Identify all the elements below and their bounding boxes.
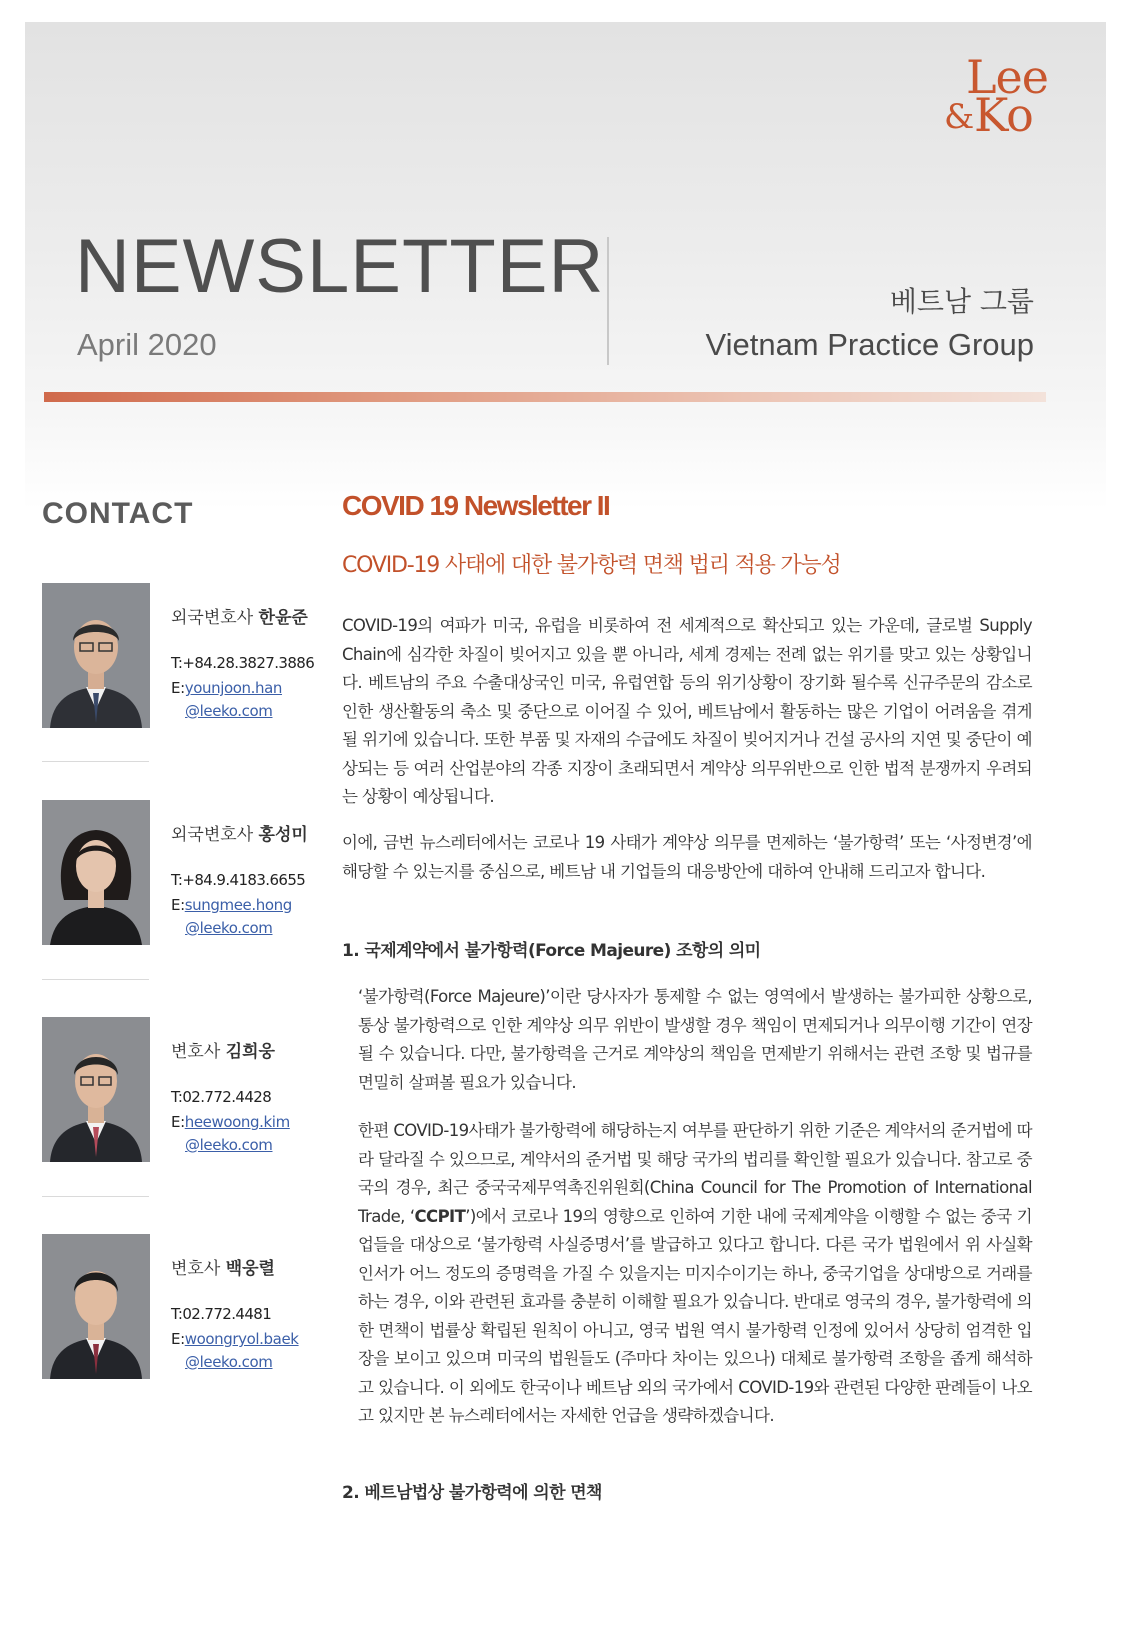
email-domain-link[interactable]: @leeko.com [185,702,273,720]
accent-gradient-bar [44,392,1046,402]
contact-card [42,583,315,728]
contact-email [171,1328,299,1374]
portrait-photo [42,800,150,945]
email-link[interactable]: woongryol.baek [184,1330,299,1348]
contact-name [171,603,308,628]
ccpit-abbreviation: CCPIT [414,1206,466,1226]
article-subtitle: COVID-19 사태에 대한 불가항력 면책 법리 적용 가능성 [342,553,841,578]
email-link[interactable]: sungmee.hong [184,896,292,914]
contact-phone: T:+84.9.4183.6655 [171,871,306,889]
newsletter-date: April 2020 [77,327,217,362]
article-title: COVID 19 Newsletter II [342,490,610,521]
paragraph-text: ’)에서 코로나 19의 영향으로 인하여 기한 내에 국제계약을 이행할 수 없는 중국 기업들을 대상으로 ‘불가항력 사실증명서’를 발급하고 있다고 합니다. 다른 국가 법원에서 위 사실확인서가 어느 정도의 증명력을 가질 수 있을지는 미지수이기는 하나, 중국기업을 상대방으로 거래를 하는 경우, 이와 관련된 효과를 충분히 이해할 필요가 있습니다. 반대로 영국의 경우, 불가항력에 의한 면책이 법률상 확립된 원칙이 아니고, 영국 법원 역시 불가항력 인정에 있어서 상당히 엄격한 입장을 보이고 있으며 미국의 법원들도 (주마다 차이는 있으나) 대체로 불가항력 조항을 좁게 해석하고 있습니다. 이 외에도 한국이나 베트남 외의 국가에서 COVID-19와 관련된 다양한 판례들이 나오고 있지만 본 뉴스레터에서는 자세한 언급을 생략하겠습니다. [358,1206,1032,1425]
contact-person-name: 백웅렬 [225,1259,275,1279]
contact-email [171,894,292,940]
email-domain-link[interactable]: @leeko.com [185,1136,273,1154]
contact-card [42,1234,312,1379]
contact-person-name: 한윤준 [258,608,308,628]
portrait-photo [42,1234,150,1379]
logo-lee: Lee [966,50,1048,104]
paragraph-text: 한편 COVID-19사태가 불가항력에 해당하는지 여부를 판단하기 위한 기준은 계약서의 준거법에 따라 달라질 수 있으므로, 계약서의 준거법 및 해당 국가의 법리를 확인할 필요가 있습니다. 참고로 중국의 경우, 최근 중국국제무역촉진위원회(China Council for The Promotion of International Trade, ‘ [358,1121,1032,1226]
email-prefix: E: [171,1330,185,1348]
newsletter-title: NEWSLETTER [75,224,605,309]
email-domain-link[interactable]: @leeko.com [185,1353,273,1371]
email-domain-link[interactable]: @leeko.com [185,919,273,937]
contact-phone: T:+84.28.3827.3886 [171,654,315,672]
logo-ampersand: & [944,97,975,137]
contact-divider [42,979,149,980]
contact-name [171,1037,275,1062]
email-prefix: E: [171,896,185,914]
contact-title-label: 변호사 [171,1259,221,1279]
contact-title-label: 외국변호사 [171,825,254,845]
contact-person-name: 홍성미 [258,825,308,845]
portrait-photo [42,583,150,728]
email-prefix: E: [171,679,185,697]
intro-paragraph-2: 이에, 금번 뉴스레터에서는 코로나 19 사태가 계약상 의무를 면제하는 ‘불가항력’ 또는 ‘사정변경’에 해당할 수 있는지를 중심으로, 베트남 내 기업들의 대응방안에 대하여 안내해 드리고자 합니다. [342,833,1032,881]
practice-group-english: Vietnam Practice Group [705,327,1034,362]
email-link[interactable]: younjoon.han [184,679,283,697]
contact-card [42,1017,312,1162]
contact-email [171,1111,290,1157]
header-banner [25,22,1106,510]
section-1-paragraph-1: ‘불가항력(Force Majeure)’이란 당사자가 통제할 수 없는 영역에서 발생하는 불가피한 상황으로, 통상 불가항력으로 인한 계약상 의무 위반이 발생할 경우 책임이 면제되거나 의무이행 기간이 연장될 수 있습니다. 다만, 불가항력을 근거로 계약상의 책임을 면제받기 위해서는 관련 조항 및 법규를 면밀히 살펴볼 필요가 있습니다. [358,987,1032,1092]
section-1-paragraph-2 [358,1117,1032,1431]
vertical-divider [607,237,609,365]
section-2-heading: 2. 베트남법상 불가항력에 의한 면책 [342,1483,602,1503]
contact-email [171,677,282,723]
contact-name [171,820,308,845]
contact-phone: T:02.772.4481 [171,1305,272,1323]
email-prefix: E: [171,1113,185,1131]
portrait-photo [42,1017,150,1162]
contact-divider [42,761,149,762]
contact-person-name: 김희웅 [225,1042,275,1062]
contact-card [42,800,312,945]
section-1-heading: 1. 국제계약에서 불가항력(Force Majeure) 조항의 의미 [342,941,761,961]
intro-paragraph-1: COVID-19의 여파가 미국, 유럽을 비롯하여 전 세계적으로 확산되고 있는 가운데, 글로벌 Supply Chain에 심각한 차질이 빚어지고 있을 뿐 아니라, 세계 경제는 전례 없는 위기를 맞고 있는 상황입니다. 베트남의 주요 수출대상국인 미국, 유럽연합 등의 위기상황이 장기화 될수록 신규주문의 감소로 인한 생산활동의 축소 및 중단으로 이어질 수 있어, 베트남에서 활동하는 많은 기업이 어려움을 겪게 될 위기에 있습니다. 또한 부품 및 자재의 수급에도 차질이 빚어지거나 건설 공사의 지연 및 중단이 예상되는 등 여러 산업분야의 각종 지장이 초래되면서 계약상 의무위반으로 인한 법적 분쟁까지 우려되는 상황이 예상됩니다. [342,616,1032,806]
contact-heading: CONTACT [42,497,194,530]
email-link[interactable]: heewoong.kim [184,1113,290,1131]
logo-ko: Ko [974,88,1033,142]
contact-title-label: 변호사 [171,1042,221,1062]
contact-title-label: 외국변호사 [171,608,254,628]
contact-phone: T:02.772.4428 [171,1088,272,1106]
contact-divider [42,1196,149,1197]
contact-name [171,1254,275,1279]
practice-group-korean: 베트남 그룹 [889,285,1034,318]
